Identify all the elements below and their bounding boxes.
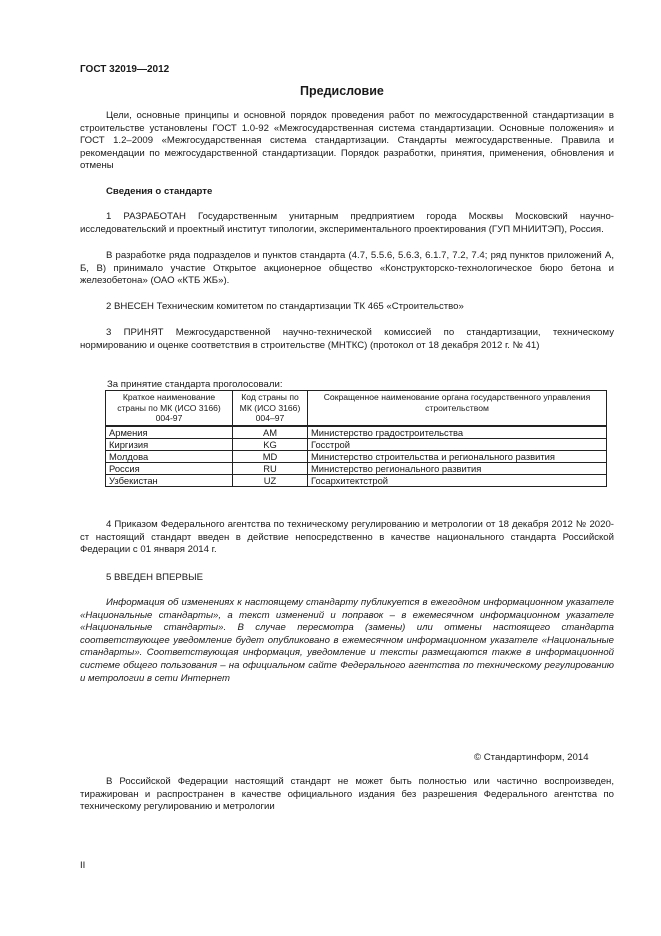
cell-country: Узбекистан — [106, 474, 233, 486]
item3-adopted: 3 ПРИНЯТ Межгосударственной научно-технической комиссией по стандартизации, техническому нормированию и оценке соответствия в строительстве (МНТКС) (протокол от 18 декабря 2012 г. № 41) — [80, 327, 614, 351]
cell-authority: Госстрой — [308, 438, 607, 450]
cell-code: UZ — [233, 474, 308, 486]
section-subheading: Сведения о стандарте — [106, 186, 213, 197]
table-row — [106, 426, 607, 439]
cell-authority: Госархитектстрой — [308, 474, 607, 486]
vote-caption: За принятие стандарта проголосовали: — [107, 379, 283, 390]
table-row — [106, 462, 607, 474]
changes-info: Информация об изменениях к настоящему стандарту публикуется в ежегодном информационном указателе «Национальные стандарты», а текст изменений и поправок – в ежемесячном информационном указателе «Национальные стандарты». В случае пересмотра (замены) или отмены настоящего стандарта соответствующее уведомление будет опубликовано в ежемесячном информационном указателе «Национальные стандарты». Соответствующая информация, уведомление и тексты размещаются также в информационной системе общего пользования – на официальном сайте Федерального агентства по техническому регулированию и метрологии в сети Интернет — [80, 597, 614, 684]
cell-country: Молдова — [106, 450, 233, 462]
item1-developed: 1 РАЗРАБОТАН Государственным унитарным предприятием города Москвы Московский научно-исследовательский и проектный институт типологии, экспериментального проектирования (ГУП МНИИТЭП), Россия. — [80, 211, 614, 235]
cell-code: RU — [233, 462, 308, 474]
cell-authority: Министерство регионального развития — [308, 462, 607, 474]
item4-order: 4 Приказом Федерального агентства по техническому регулированию и метрологии от 18 декабря 2012 № 2020-ст настоящий стандарт введен в действие непосредственно в качестве национального стандарта Российской Федерации с 01 января 2014 г. — [80, 519, 614, 556]
standard-code: ГОСТ 32019—2012 — [80, 64, 170, 75]
cell-country: Киргизия — [106, 438, 233, 450]
item1-participation: В разработке ряда подразделов и пунктов стандарта (4.7, 5.5.6, 5.6.3, 6.1.7, 7.2, 7.4; ряд пунктов приложений А, Б, В) принимало участие Открытое акционерное общество «Конструкторско-технологическое бюро бетона и железобетона» (ОАО «КТБ ЖБ»). — [80, 250, 614, 287]
cell-code: KG — [233, 438, 308, 450]
table-row — [106, 450, 607, 462]
page-title: Предисловие — [300, 84, 384, 98]
cell-code: AM — [233, 426, 308, 439]
header-country-name: Краткое наименование страны по МК (ИСО 3166) 004-97 — [106, 391, 233, 426]
item5-first: 5 ВВЕДЕН ВПЕРВЫЕ — [106, 572, 204, 583]
cell-authority: Министерство градостроительства — [308, 426, 607, 439]
header-country-code: Код страны по МК (ИСО 3166) 004–97 — [233, 391, 308, 426]
cell-authority: Министерство строительства и регионального развития — [308, 450, 607, 462]
page-number: II — [80, 860, 86, 871]
intro-paragraph: Цели, основные принципы и основной порядок проведения работ по межгосударственной стандартизации в строительстве установлены ГОСТ 1.0-92 «Межгосударственная система стандартизации. Основные положения» и ГОСТ 1.2–2009 «Межгосударственная система стандартизации. Стандарты межгосударственные. Правила и рекомендации по межгосударственной стандартизации. Порядок разработки, принятия, применения, обновления и отмены — [80, 110, 614, 172]
reproduction-notice: В Российской Федерации настоящий стандарт не может быть полностью или частично воспроизведен, тиражирован и распространен в качестве официального издания без разрешения Федерального агентства по техническому регулированию и метрологии — [80, 776, 614, 813]
vote-table-header-row — [106, 391, 607, 426]
header-authority: Сокращенное наименование органа государственного управления строительством — [308, 391, 607, 426]
table-row — [106, 474, 607, 486]
copyright: © Стандартинформ, 2014 — [474, 752, 589, 763]
cell-country: Россия — [106, 462, 233, 474]
item2-introduced: 2 ВНЕСЕН Техническим комитетом по стандартизации ТК 465 «Строительство» — [106, 301, 464, 312]
vote-table — [105, 390, 607, 487]
cell-code: MD — [233, 450, 308, 462]
table-row — [106, 438, 607, 450]
cell-country: Армения — [106, 426, 233, 439]
